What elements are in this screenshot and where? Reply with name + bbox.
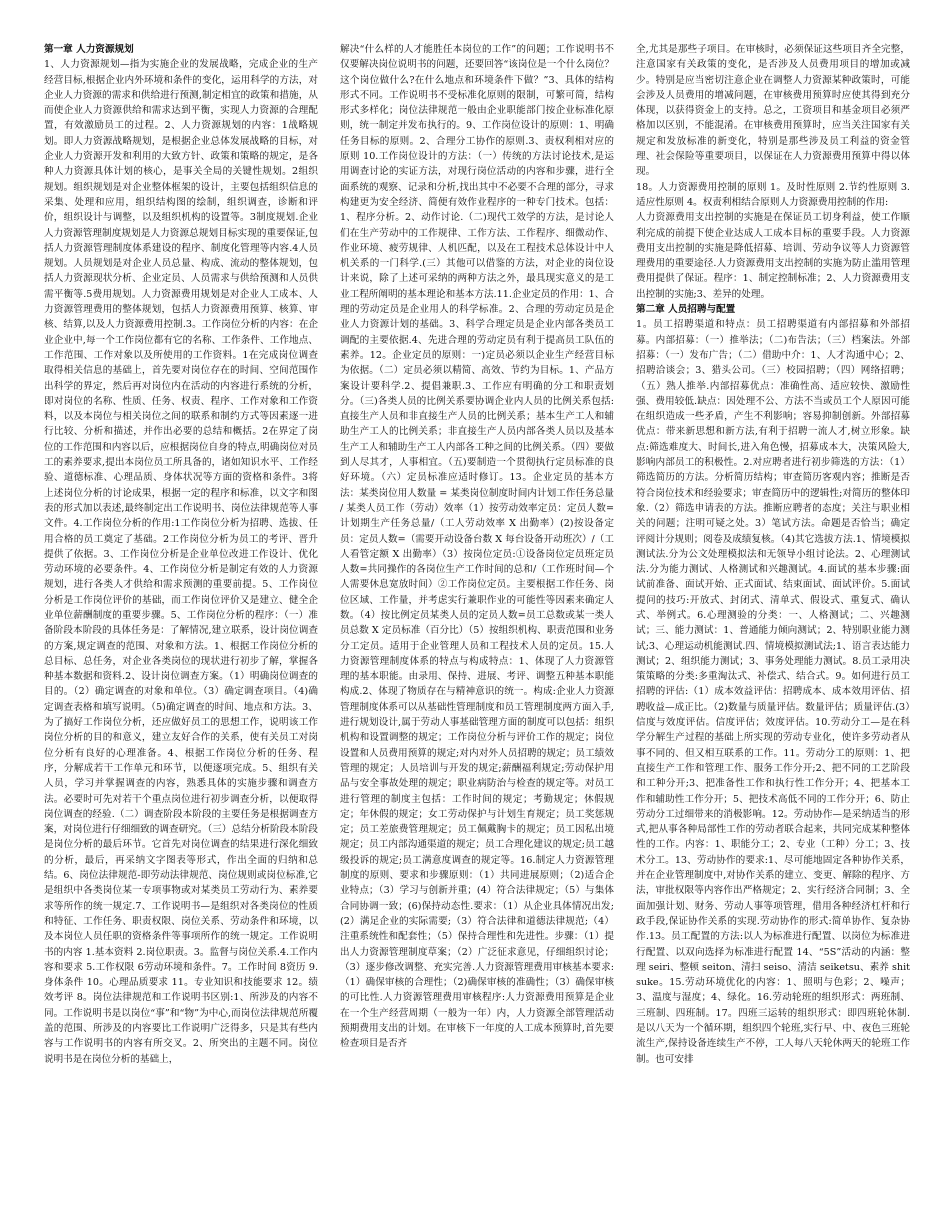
text-column-1 (44, 42, 318, 1220)
paragraph: 解决“什么样的人才能胜任本岗位的工作”的问题；工作说明书不仅要解决岗位说明书的问题，还要回答“该岗位是一个什么岗位？这个岗位做什么?在什么地点和环境条件下做？”3、具体的结构形式不同。工作说明书不受标准化原则的限制，可繁可简，结构形式多样化；岗位法律规范一般由企业职能部门按企业标准化原则，统一制定并发布执行的。9、工作岗位设计的原则：1、明确任务目标的原则。2、合理分工协作的原则.3、责权利相对应的原则 10.工作岗位设计的方法：（一）传统的方法讨论技术,是运用调查讨论的实证方法，对现行岗位活动的内容和步骤，进行全面系统的观察、记录和分析,找出其中不必要不合理的部分，寻求构建更为安全经济、简便有效作业程序的一种专门技术。包括：1、程序分析。2、动作讨论.（二)现代工效学的方法，是讨论人们在生产劳动中的工作规律、工作方法、工作程序、细微动作、作业环境、疲劳规律、人机匹配，以及在工程技术总体设计中人机关系的一门科学.(三）其他可以借鉴的方法，对企业的岗位设计来说，除了上述可采纳的两种方法之外，最具现实意义的是工业工程所阐明的基本理论和基本方法.11.企业定员的作用：1、合理的劳动定员是企业用人的科学标准。2、合理的劳动定员是企业人力资源计划的基础。3、科学合理定员是企业内部各类员工调配的主要依据.4、先进合理的劳动定员有利于提高员工队伍的素养。12。企业定员的原则：一)定员必须以企业生产经营目标为依据。（二）定员必须以精简、高效、节约为目标。1、产品方案设计要科学.2、提倡兼职.3、工作应有明确的分工和职责划分。（三)各类人员的比例关系要协调企业内人员的比例关系包括:直接生产人员和非直接生产人员的比例关系；基本生产工人和辅助生产工人的比例关系；非直接生产人员内部各类人员以及基本生产工人和辅助生产工人内部各工种之间的比例关系。（四）要做到人尽其才，人事相宜。（五)要制造一个贯彻执行定员标准的良好环境。（六）定员标准应适时修订。13。企业定员的基本方法：某类岗位用人数量 = 某类岗位制度时间内计划工作任务总量 / 某类人员工作（劳动）效率（1）按劳动效率定员：定员人数=计划期生产任务总量/（工人劳动效率 X 出勤率）(2)按设备定员：定员人数=（需要开动设备台数 X 每台设备开动班次）/（工人看管定额 X 出勤率）（3）按岗位定员:①设备岗位定员班定员人数=共同操作的各岗位生产工作时间的总和/（工作班时间—个人需要休息宽放时间）②工作岗位定员。主要根据工作任务、岗位区域、工作量，并考虑实行兼职作业的可能性等因素来确定人数。（4）按比例定员某类人员的定员人数=员工总数或某一类人员总数 X 定员标准（百分比）（5）按组织机构、职责范围和业务分工定员。适用于企业管理人员和工程技术人员的定员。15.人力资源管理制度体系的特点与构成特点：1、体现了人力资源管理的基本职能。由录用、保持、进展、考评、调整五种基本职能构成.2、体现了物质存在与精神意识的统一。构成:企业人力资源管理制度体系可以从基础性管理制度和员工管理制度两方面入手,进行规划设计,属于劳动人事基础管理方面的制度可以包括：组织机构和设置调整的规定；工作岗位分析与评价工作的规定；岗位设置和人员费用预算的规定;对内对外人员招聘的规定；员工绩效管理的规定；人员培训与开发的规定;薪酬福利规定;劳动保护用品与安全事故处理的规定；职业病防治与检查的规定等。对员工进行管理的制度主包括：工作时间的规定；考勤规定；休假规定；年休假的规定；女工劳动保护与计划生育规定；员工奖惩规定；员工差旅费管理规定；员工佩戴胸卡的规定；员工因私出境规定；员工内部沟通渠道的规定；员工合理化建议的规定;员工越级投诉的规定;员工满意度调查的规定等。16.制定人力资源管理制度的原则、要求和步骤原则：（1）共同进展原则；（2)适合企业特点；（3）学习与创新并重；(4）符合法律规定；（5）与集体合同协调一致；(6)保持动态性.要求：（1）从企业具体情况出发;(2）满足企业的实际需要;（3）符合法律和道德法律规范;（4）注重系统性和配套性；（5）保持合理性和先进性。步骤：（1）提出人力资源管理制度草案；（2）广泛征求意见，仔细组织讨论；（3）逐步修改调整、充实完善.人力资源管理费用审核基本要求:（1）确保审核的合理性；（2)确保审核的准确性；（3）确保审核的可比性.人力资源管理费用审核程序:人力资源费用预算是企业在一个生产经营周期（一般为一年）内，人力资源全部管理活动预期费用支出的计划。在审核下一年度的人工成本预算时,首先要检查项目是否齐 (340, 44, 614, 1050)
text-column-3 (636, 42, 910, 1220)
section-heading: 第一章 人力资源规划 (44, 44, 134, 55)
paragraph: 18。人力资源费用控制的原则 1。及时性原则 2.节约性原则 3.适应性原则 4。权责利相结合原则人力资源费用控制的作用: (636, 181, 910, 208)
paragraph: 全,尤其是那些子项目。在审核时，必须保证这些项目齐全完整，注意国家有关政策的变化，是否涉及人员费用项目的增加或减少。特别是应当密切注意企业在调整人力资源某种政策时，可能会涉及人员费用的增减问题，在审核费用预算时应使其得到充分体现，以获得资金上的支持。总之，工资项目和基金项目必须严格加以区别，不能混淆。在审核费用预算时，应当关注国家有关规定和发放标准的新变化，特别是那些涉及员工利益的资金管理、社会保险等重要项目，以保证在人力资源费用预算中得以体现。 (636, 44, 910, 178)
text-column-2 (340, 42, 614, 1220)
paragraph: 1。员工招聘渠道和特点：员工招聘渠道有内部招募和外部招募。内部招募：（一）推举法；（二)布告法；（三）档案法。外部招募：（一）发布广告；（二）借助中介：1、人才沟通中心；2、招聘洽谈会；3、猎头公司。（三）校园招聘；（四）网络招聘；（五）熟人推举.内部招募优点：准确性高、适应较快、激励性强、费用较低.缺点：因处理不公、方法不当或员工个人原因可能在组织造成一些矛盾，产生不利影响；容易抑制创新。外部招募优点：带来新思想和新方法,有利于招聘一流人才,树立形象。缺点:筛选难度大、时间长,进入角色慢，招募成本大，决策风险大,影响内部员工的积极性。2.对应聘者进行初步筛选的方法：（1）筛选简历的方法。分析简历结构；审查简历客观内容；推断是否符合岗位技术和经验要求；审查简历中的逻辑性;对简历的整体印象.（2）筛选申请表的方法。推断应聘者的态度；关注与职业相关的问题；注明可疑之处。3）笔试方法。命题是否恰当；确定评阅计分规则；阅卷及成绩复核。（4)其它选拔方法.1、情境模拟测试法.分为公文处理模拟法和无领导小组讨论法。2、心理测试法.分为能力测试、人格测试和兴趣测试。4.面试的基本步骤:面试前准备、面试开始、正式面试、结束面试、面试评价。5.面试提问的技巧:开放式、封闭式、清单式、假设式、重复式、确认式、举例式。6.心理测验的分类：一、人格测试；二、兴趣测试；三、能力测试：1、普通能力倾向测试；2、特别职业能力测试;3、心理运动机能测试.四、情境模拟测试法;1、语言表达能力测试；2、组织能力测试；3、事务处理能力测试。8.员工录用决策策略的分类:多重淘汰式、补偿式、结合式。9。如何进行员工招聘的评估:（1）成本效益评估：招聘成本、成本效用评估、招聘收益—成正比。（2)数量与质量评估。数量评估；质量评估.(3）信度与效度评估。信度评估；效度评估。10.劳动分工—是在科学分解生产过程的基础上所实现的劳动专业化，使许多劳动者从事不同的、但又相互联系的工作。11。劳动分工的原则：1、把直接生产工作和管理工作、服务工作分开;2、把不同的工艺阶段和工种分开;3、把准备性工作和执行性工作分开；4、把基本工作和辅助性工作分开；5、把技术高低不同的工作分开；6、防止劳动分工过细带来的消极影响。12。劳动协作—是采纳适当的形式,把从事各种局部性工作的劳动者联合起来，共同完成某种整体性的工作。内容：1、职能分工；2、专业（工种）分工；3、技术分工。13、劳动协作的要求:1、尽可能地固定各种协作关系，并在企业管理制度中,对协作关系的建立、变更、解除的程序、方法，审批权限等内容作出严格规定；2、实行经济合同制；3、全面加强计划、财务、劳动人事等项管理，借用各种经济杠杆和行政手段,保证协作关系的实现.劳动协作的形式:简单协作、复杂协作.13。员工配置的方法:以人为标准进行配置、以岗位为标准进行配置、以双向选择为标准进行配置 14、“5S”活动的内涵：整理 seiri、整顿 seiton、清扫 seiso、清洁 seiketsu、素养 shitsuke。15.劳动环境优化的内容：1、照明与色彩；2、噪声；3、温度与湿度；4、绿化。16.劳动轮班的组织形式：两班制、三班制、四班制。17。四班三运转的组织形式：即四班轮休制.是以八天为一个循环期，组织四个轮班,实行早、中、夜色三班轮流生产,保持设备连续生产不停，工人每八天轮休两天的轮班工作制。也可安排 (636, 319, 910, 1065)
paragraph: 人力资源费用支出控制的实施是在保证员工切身利益，使工作顺利完成的前提下使企业达成人工成本目标的重要手段。人力资源费用支出控制的实施是降低招募、培训、劳动争议等人力资源管理费用的重要途径.人力资源费用支出控制的实施为防止滥用管理费用提供了保证。程序：1、制定控制标准；2、人力资源费用支出控制的实施;3、差异的处理。 (636, 212, 910, 300)
paragraph: 1、人力资源规划—指为实施企业的发展战略，完成企业的生产经营目标,根据企业内外环境和条件的变化，运用科学的方法，对企业人力资源的需求和供给进行预测,制定相宜的政策和措施，从而使企业人力资源供给和需求达到平衡，实现人力资源的合理配置，有效激励员工的过程。2、人力资源规划的内容：1战略规划。即人力资源战略规划，是根据企业总体发展战略的目标，对企业人力资源开发和利用的大致方针、政策和策略的规定，是各种人力资源具体计划的核心，是事关全局的关键性规划。2组织规划。组织规划是对企业整体框架的设计，主要包括组织信息的采集、处理和应用，组织结构图的绘制，组织调查，诊断和评价，组织设计与调整，以及组织机构的设置等。3制度规划.企业人力资源管理制度规划是人力资源总规划目标实现的重要保证,包括人力资源管理制度体系建设的程序、制度化管理等内容.4人员规划。人员规划是对企业人员总量、构成、流动的整体规划，包括人力资源现状分析、企业定员、人员需求与供给预测和人员供需平衡等.5费用规划。人力资源费用规划是对企业人工成本、人力资源管理费用的整体规划，包括人力资源费用预算、核算、审核、结算,以及人力资源费用控制.3。工作岗位分析的内容：在企业企业中,每一个工作岗位都有它的名称、工作条件、工作地点、工作范围、工作对象以及所使用的工作资料。1在完成岗位调查取得相关信息的基础上，首先要对岗位存在的时间、空间范围作出科学的界定，然后再对岗位内在活动的内容进行系统的分析，即对岗位的名称、性质、任务、权责、程序、工作对象和工作资料，以及本岗位与相关岗位之间的联系和制约方式等因素逐一进行比较、分析和描述，并作出必要的总结和概括。2在界定了岗位的工作范围和内容以后，应根据岗位自身的特点,明确岗位对员工的素养要求,提出本岗位员工所具备的，诸如知识水平、工作经验、道德标准、心理品质、身体状况等方面的资格和条件。3将上述岗位分析的讨论成果，根据一定的程序和标准，以文字和图表的形式加以表述,最终制定出工作说明书、岗位法律规范等人事文件。4.工作岗位分析的作用:1工作岗位分析为招聘、选拔、任用合格的员工奠定了基础。2工作岗位分析为员工的考评、晋升提供了依据。3、工作岗位分析是企业单位改进工作设计、优化劳动环境的必要条件。4、工作岗位分析是制定有效的人力资源规划，进行各类人才供给和需求预测的重要前提。5、工作岗位分析是工作岗位评价的基础，而工作岗位评价又是建立、健全企业单位薪酬制度的重要步骤。5、工作岗位分析的程序：（一）准备阶段本阶段的具体任务是：了解情况,建立联系，设计岗位调查的方案,规定调查的范围、对象和方法。1、根据工作岗位分析的总目标、总任务，对企业各类岗位的现状进行初步了解，掌握各种基本数据和资料.2、设计岗位调查方案。（1）明确岗位调查的目的。（2）确定调查的对象和单位。（3）确定调查项目。（4)确定调查表格和填写说明。（5)确定调查的时间、地点和方法。3、为了搞好工作岗位分析，还应做好员工的思想工作，说明该工作岗位分析的目的和意义，建立友好合作的关系，使有关员工对岗位分析有良好的心理准备。4、根据工作岗位分析的任务、程序，分解成若干工作单元和环节，以便逐项完成。5、组织有关人员，学习并掌握调查的内容，熟悉具体的实施步骤和调查方法。必要时可先对若干个重点岗位进行初步调查分析，以便取得岗位调查的经验.（二）调查阶段本阶段的主要任务是根据调查方案，对岗位进行仔细细致的调查研究。（三）总结分析阶段本阶段是岗位分析的最后环节。它首先对岗位调查的结果进行深化细致的分析，最后，再采纳文字图表等形式，作出全面的归纳和总结。6、岗位法律规范-即劳动法律规范、岗位规则或岗位标准,它是组织中各类岗位某一专项事物或对某类员工劳动行为、素养要求等所作的统一规定.7、工作说明书—是组织对各类岗位的性质和特征、工作任务、职责权限、岗位关系、劳动条件和环境，以及本岗位人员任职的资格条件等事项所作的统一规定。工作说明书的内容 1.基本资料 2.岗位职责。3。监督与岗位关系.4.工作内容和要求 5.工作权限 6劳动环境和条件。7。工作时间 8资历 9.身体条件 10。心理品质要求 11。专业知识和技能要求 12。绩效考评 8。岗位法律规范和工作说明书区别:1、所涉及的内容不同。工作说明书是以岗位“事”和“物”为中心,而岗位法律规范所覆盖的范围、所涉及的内容要比工作说明广泛得多，只是其有些内容与工作说明书的内容有所交叉。2、所突出的主题不同。岗位说明书是在岗位分析的基础上， (44, 59, 318, 1065)
section-heading: 第二章 人员招聘与配置 (636, 304, 736, 316)
